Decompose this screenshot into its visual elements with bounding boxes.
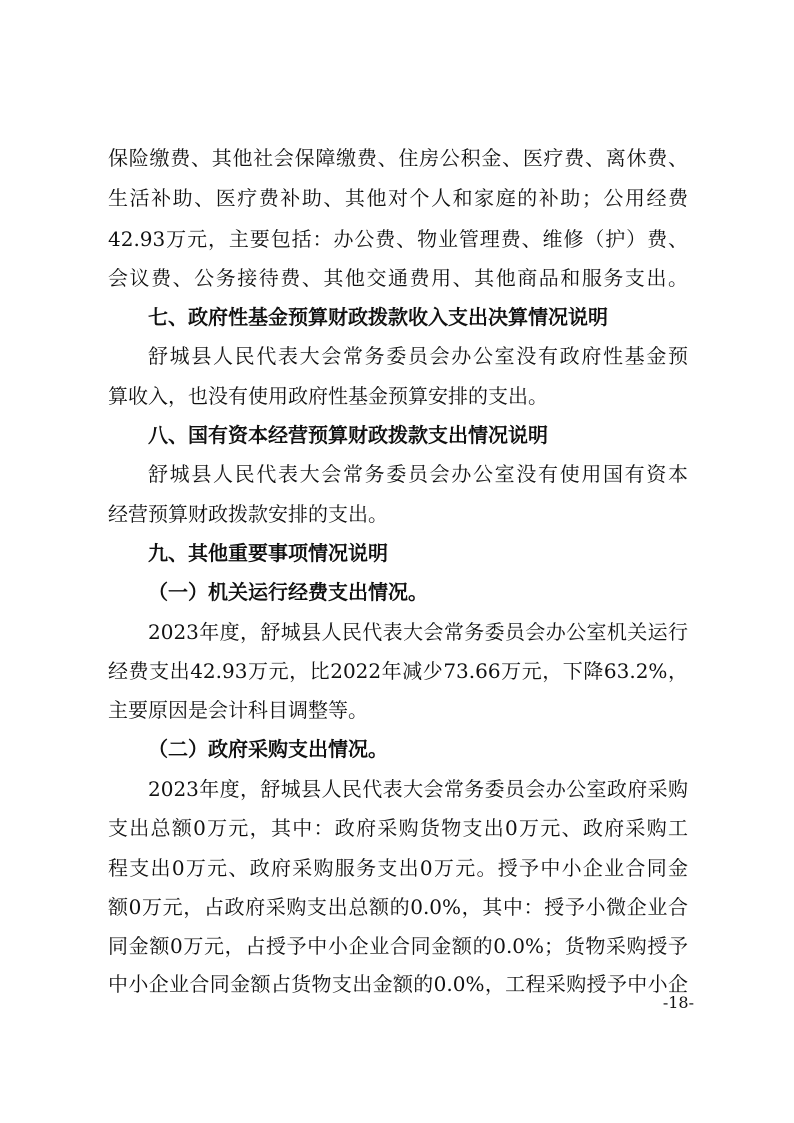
paragraph-line: 支出总额0万元，其中：政府采购货物支出0万元、政府采购工 [108,816,688,840]
paragraph-line: 会议费、公务接待费、其他交通费用、其他商品和服务支出。 [108,266,688,290]
section-heading-9: 九、其他重要事项情况说明 [148,541,388,565]
paragraph-line: 保险缴费、其他社会保障缴费、住房公积金、医疗费、离休费、 [108,146,688,170]
paragraph-line: 舒城县人民代表大会常务委员会办公室没有政府性基金预 [148,344,688,368]
paragraph-line: 经费支出42.93万元，比2022年减少73.66万元，下降63.2%， [108,659,688,683]
paragraph-line: 主要原因是会计科目调整等。 [108,698,368,722]
paragraph-line: 2023年度，舒城县人民代表大会常务委员会办公室政府采购 [148,777,688,801]
paragraph-line: 舒城县人民代表大会常务委员会办公室没有使用国有资本 [148,462,688,486]
subsection-heading-2: （二）政府采购支出情况。 [148,737,388,761]
page-number: -18- [662,993,694,1012]
paragraph-line: 生活补助、医疗费补助、其他对个人和家庭的补助；公用经费 [108,186,688,210]
paragraph-line: 42.93万元，主要包括：办公费、物业管理费、维修（护）费、 [108,227,688,251]
paragraph-line: 经营预算财政拨款安排的支出。 [108,502,388,526]
section-heading-8: 八、国有资本经营预算财政拨款支出情况说明 [148,423,548,447]
paragraph-line: 算收入，也没有使用政府性基金预算安排的支出。 [108,384,548,408]
paragraph-line: 程支出0万元、政府采购服务支出0万元。授予中小企业合同金 [108,856,688,880]
subsection-heading-1: （一）机关运行经费支出情况。 [148,580,428,604]
paragraph-line: 同金额0万元，占授予中小企业合同金额的0.0%；货物采购授予 [108,934,688,958]
section-heading-7: 七、政府性基金预算财政拨款收入支出决算情况说明 [148,305,608,329]
paragraph-line: 额0万元，占政府采购支出总额的0.0%，其中：授予小微企业合 [108,895,688,919]
paragraph-line: 中小企业合同金额占货物支出金额的0.0%，工程采购授予中小企 [108,972,688,996]
paragraph-line: 2023年度，舒城县人民代表大会常务委员会办公室机关运行 [148,620,688,644]
